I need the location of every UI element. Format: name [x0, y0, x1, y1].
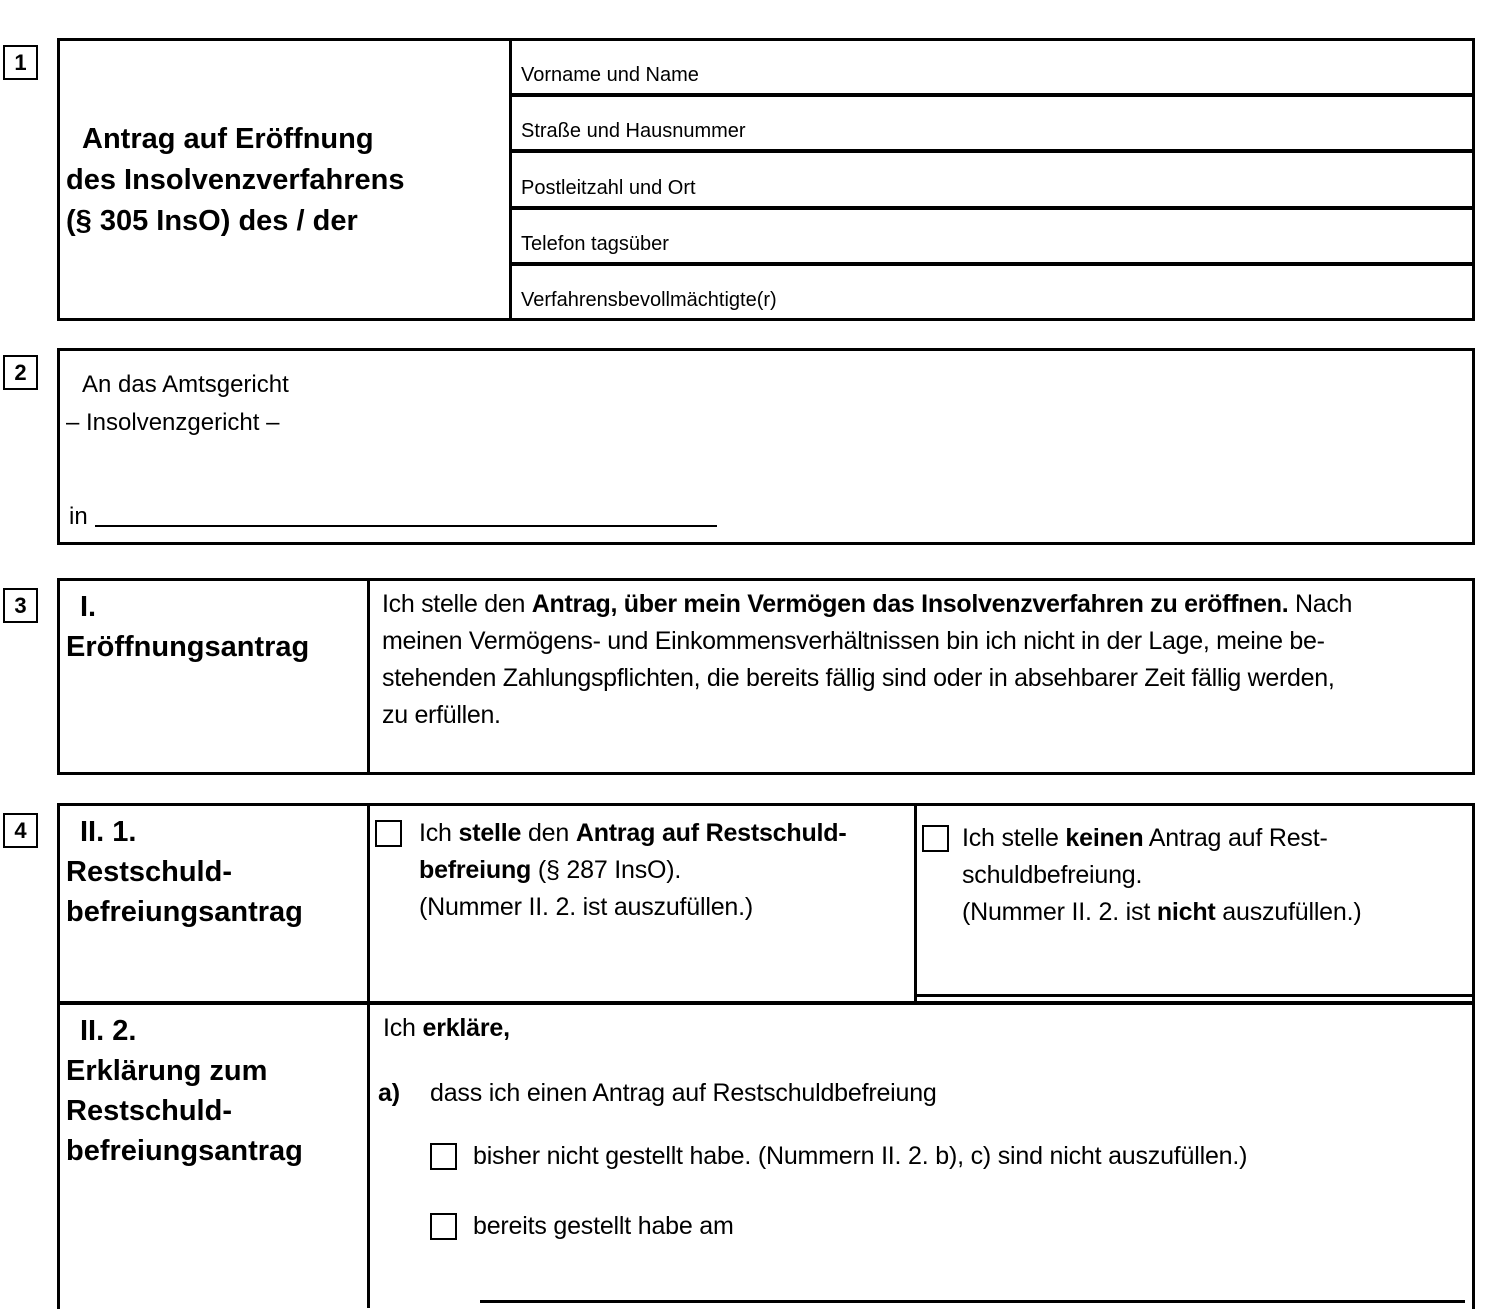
rsb-yes-checkbox[interactable]	[375, 820, 402, 847]
section-i-heading-line-1: I.	[80, 591, 97, 623]
section-ii2-heading-line-2: Erklärung zum	[66, 1055, 268, 1087]
rsb-no-text-line-3: (Nummer II. 2. ist nicht auszufüllen.)	[962, 898, 1362, 926]
field-label-telefon-tagsueber: Telefon tagsüber	[521, 232, 669, 255]
section-4-number: 4	[14, 817, 27, 843]
applicant-header-table	[57, 38, 1475, 321]
not-filed-checkbox[interactable]	[430, 1143, 457, 1170]
rsb-no-option	[922, 823, 1472, 931]
section-i-heading	[60, 581, 370, 772]
field-label-verfahrensbevollmaechtigte: Verfahrensbevollmächtigte(r)	[521, 289, 777, 312]
section-i-heading-line-2: Eröffnungsantrag	[66, 631, 310, 663]
section-2-badge	[3, 355, 38, 390]
field-label-vorname-und-name: Vorname und Name	[521, 64, 699, 87]
form-title	[60, 41, 512, 318]
in-label: in	[69, 503, 88, 530]
row-restschuldbefreiungsantrag	[60, 806, 1472, 1005]
rsb-no-checkbox[interactable]	[922, 825, 949, 852]
option-already-filed	[430, 1211, 734, 1245]
field-row-verfahrensbevollmaechtigte[interactable]	[512, 266, 1472, 318]
filed-date-blank-line[interactable]	[480, 1300, 1465, 1303]
field-label-strasse-und-hausnummer: Straße und Hausnummer	[521, 120, 746, 143]
rsb-no-option-cell	[917, 806, 1472, 997]
section-1-number: 1	[14, 49, 27, 75]
opening-request-text-line-4: zu erfüllen.	[382, 701, 501, 729]
section-ii1-heading-line-1: II. 1.	[80, 816, 137, 848]
section-ii2-heading	[60, 1005, 370, 1308]
field-row-vorname-und-name[interactable]	[512, 41, 1472, 97]
rsb-no-text-line-2: schuldbefreiung.	[962, 861, 1143, 889]
court-address-box	[57, 348, 1475, 545]
field-row-strasse-und-hausnummer[interactable]	[512, 97, 1472, 153]
section-3-badge	[3, 588, 38, 623]
form-title-line-2: des Insolvenzverfahrens	[66, 164, 405, 196]
section-3-number: 3	[14, 592, 27, 618]
opening-request-text-line-3: stehenden Zahlungspflichten, die bereits fällig sind oder in absehbarer Zeit fällig werden,	[382, 664, 1335, 692]
rsb-no-text-line-1: Ich stelle keinen Antrag auf Rest-	[962, 824, 1328, 852]
already-filed-text: bereits gestellt habe am	[473, 1212, 734, 1240]
court-line-1: An das Amtsgericht	[82, 371, 289, 398]
item-a-marker: a)	[378, 1079, 400, 1107]
opening-request-text	[370, 581, 1472, 772]
restschuldbefreiung-table	[57, 803, 1475, 1309]
opening-request-text-line-1: Ich stelle den Antrag, über mein Vermögen das Insolvenzverfahren zu eröffnen. Nach	[382, 590, 1353, 618]
rsb-yes-text-line-2: befreiung (§ 287 InsO).	[419, 856, 682, 884]
section-ii2-heading-line-3: Restschuld-	[66, 1095, 232, 1127]
section-ii2-heading-line-1: II. 2.	[80, 1015, 137, 1047]
declaration-intro: Ich erkläre,	[383, 1014, 510, 1042]
section-2-number: 2	[14, 359, 27, 385]
section-4-badge	[3, 813, 38, 848]
court-city-blank-line[interactable]	[95, 525, 717, 527]
section-ii1-heading-line-3: befreiungsantrag	[66, 896, 303, 928]
court-city-row	[69, 503, 717, 531]
section-ii1-heading-line-2: Restschuld-	[66, 856, 232, 888]
not-filed-text: bisher nicht gestellt habe. (Nummern II. 2. b), c) sind nicht auszufüllen.)	[473, 1142, 1248, 1170]
rsb-yes-option-cell	[370, 806, 917, 1001]
opening-request-table	[57, 578, 1475, 775]
section-1-badge	[3, 45, 38, 80]
declaration-item-a	[378, 1079, 937, 1108]
court-address	[60, 351, 1472, 442]
opening-request-text-line-2: meinen Vermögens- und Einkommensverhältnissen bin ich nicht in der Lage, meine be-	[382, 627, 1325, 655]
section-ii1-heading	[60, 806, 370, 1001]
applicant-fields	[512, 41, 1472, 318]
rsb-no-text	[962, 820, 1361, 931]
item-a-text: dass ich einen Antrag auf Restschuldbefreiung	[430, 1079, 937, 1107]
form-title-line-3: (§ 305 InsO) des / der	[66, 205, 358, 237]
field-row-postleitzahl-und-ort[interactable]	[512, 153, 1472, 209]
court-line-2: – Insolvenzgericht –	[66, 409, 280, 436]
rsb-yes-text-line-3: (Nummer II. 2. ist auszufüllen.)	[419, 893, 753, 921]
field-row-telefon-tagsueber[interactable]	[512, 210, 1472, 266]
rsb-yes-option	[375, 818, 914, 926]
row-erklaerung-restschuldbefreiung	[60, 1005, 1472, 1308]
form-title-line-1: Antrag auf Eröffnung	[82, 123, 374, 155]
field-label-postleitzahl-und-ort: Postleitzahl und Ort	[521, 176, 696, 199]
already-filed-checkbox[interactable]	[430, 1213, 457, 1240]
option-not-filed	[430, 1141, 1247, 1175]
rsb-yes-text	[419, 815, 846, 926]
section-ii2-heading-line-4: befreiungsantrag	[66, 1135, 303, 1167]
rsb-yes-text-line-1: Ich stelle den Antrag auf Restschuld-	[419, 819, 847, 847]
